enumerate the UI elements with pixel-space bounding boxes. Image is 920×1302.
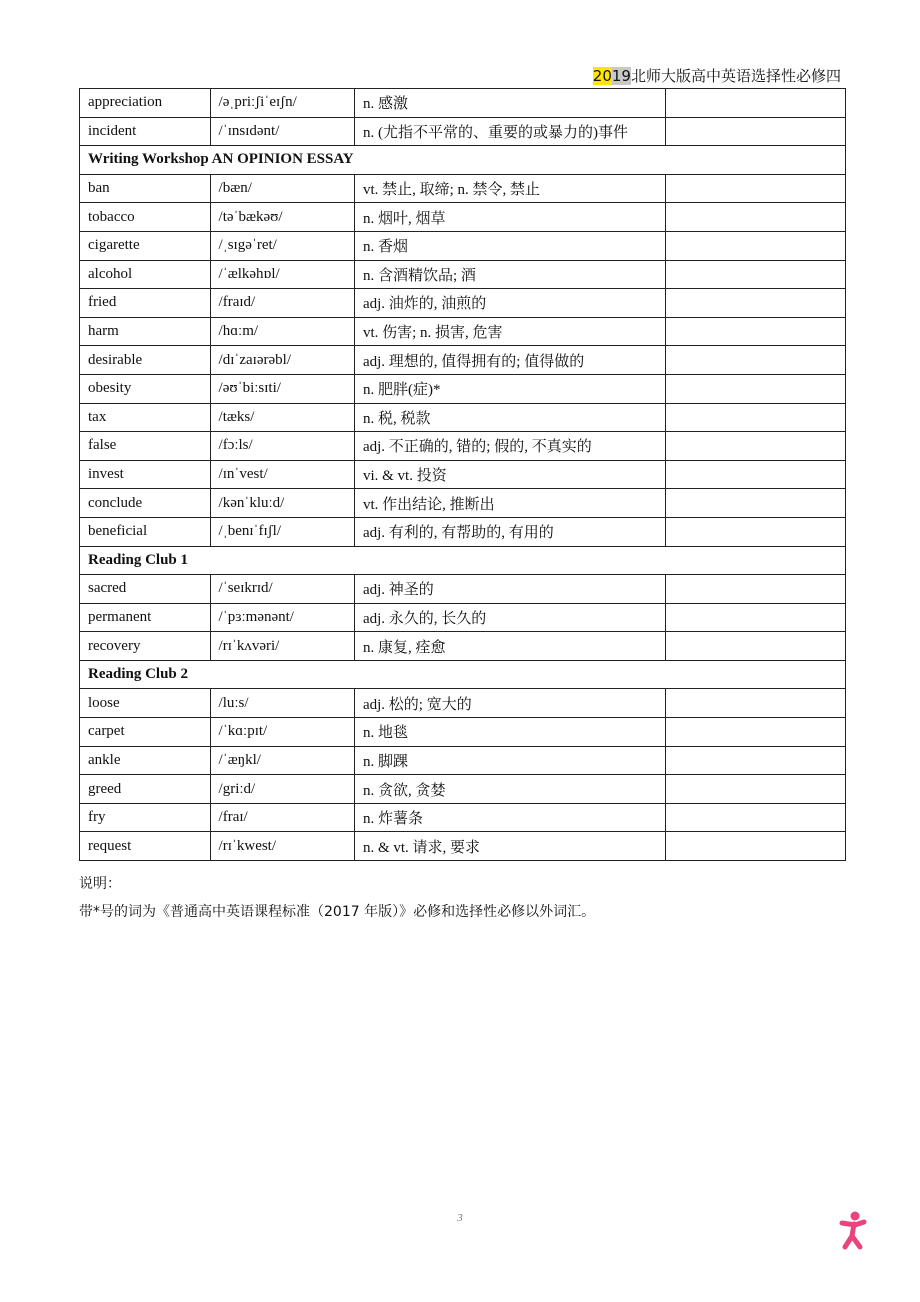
- meaning-cell: vi. & vt. 投资: [354, 460, 665, 489]
- vocab-row: [80, 832, 846, 861]
- meaning-cell: n. & vt. 请求, 要求: [354, 832, 665, 861]
- meaning-cell: n. 炸薯条: [354, 803, 665, 832]
- word-cell: tax: [80, 403, 211, 432]
- word-cell: ban: [80, 174, 211, 203]
- vocab-row: [80, 289, 846, 318]
- meaning-cell: n. 感激: [354, 89, 665, 118]
- phonetic-cell: /hɑːm/: [210, 317, 354, 346]
- meaning-cell: n. (尤指不平常的、重要的或暴力的)事件: [354, 117, 665, 146]
- phonetic-cell: /ˈælkəhɒl/: [210, 260, 354, 289]
- vocab-row: [80, 632, 846, 661]
- phonetic-cell: /luːs/: [210, 689, 354, 718]
- blank-cell: [665, 517, 845, 546]
- blank-cell: [665, 603, 845, 632]
- vocab-row: [80, 374, 846, 403]
- vocab-row: [80, 89, 846, 118]
- header-title: 北师大版高中英语选择性必修四: [630, 67, 841, 85]
- meaning-cell: vt. 禁止, 取缔; n. 禁令, 禁止: [354, 174, 665, 203]
- word-cell: ankle: [80, 746, 211, 775]
- section-title: Writing Workshop AN OPINION ESSAY: [80, 146, 846, 175]
- meaning-cell: vt. 伤害; n. 损害, 危害: [354, 317, 665, 346]
- meaning-cell: n. 含酒精饮品; 酒: [354, 260, 665, 289]
- phonetic-cell: /bæn/: [210, 174, 354, 203]
- phonetic-cell: /fraɪd/: [210, 289, 354, 318]
- word-cell: false: [80, 432, 211, 461]
- notes: [79, 870, 595, 926]
- meaning-cell: n. 香烟: [354, 231, 665, 260]
- header-year-part2: 19: [611, 67, 631, 85]
- word-cell: cigarette: [80, 231, 211, 260]
- meaning-cell: n. 脚踝: [354, 746, 665, 775]
- blank-cell: [665, 575, 845, 604]
- phonetic-cell: /ˈkɑːpɪt/: [210, 718, 354, 747]
- meaning-cell: n. 烟叶, 烟草: [354, 203, 665, 232]
- word-cell: conclude: [80, 489, 211, 518]
- phonetic-cell: /ˌsɪgəˈret/: [210, 231, 354, 260]
- word-cell: appreciation: [80, 89, 211, 118]
- word-cell: beneficial: [80, 517, 211, 546]
- phonetic-cell: /ɪnˈvest/: [210, 460, 354, 489]
- phonetic-cell: /əʊˈbiːsɪti/: [210, 374, 354, 403]
- vocab-row: [80, 689, 846, 718]
- word-cell: permanent: [80, 603, 211, 632]
- meaning-cell: adj. 永久的, 长久的: [354, 603, 665, 632]
- blank-cell: [665, 346, 845, 375]
- word-cell: request: [80, 832, 211, 861]
- vocab-row: [80, 803, 846, 832]
- blank-cell: [665, 203, 845, 232]
- notes-text: 带*号的词为《普通高中英语课程标准（2017 年版）》必修和选择性必修以外词汇。: [79, 904, 596, 920]
- vocab-row: [80, 775, 846, 804]
- blank-cell: [665, 718, 845, 747]
- vocab-row: [80, 460, 846, 489]
- section-header-row: [80, 146, 846, 175]
- vocab-row: [80, 317, 846, 346]
- word-cell: tobacco: [80, 203, 211, 232]
- section-title: Reading Club 2: [80, 660, 846, 689]
- vocab-row: [80, 718, 846, 747]
- blank-cell: [665, 432, 845, 461]
- phonetic-cell: /rɪˈkwest/: [210, 832, 354, 861]
- phonetic-cell: /ˈɪnsɪdənt/: [210, 117, 354, 146]
- word-cell: harm: [80, 317, 211, 346]
- phonetic-cell: /dɪˈzaɪərəbl/: [210, 346, 354, 375]
- section-header-row: [80, 660, 846, 689]
- meaning-cell: adj. 油炸的, 油煎的: [354, 289, 665, 318]
- phonetic-cell: /təˈbækəʊ/: [210, 203, 354, 232]
- word-cell: carpet: [80, 718, 211, 747]
- meaning-cell: n. 税, 税款: [354, 403, 665, 432]
- blank-cell: [665, 460, 845, 489]
- phonetic-cell: /əˌpriːʃiˈeɪʃn/: [210, 89, 354, 118]
- blank-cell: [665, 803, 845, 832]
- meaning-cell: n. 地毯: [354, 718, 665, 747]
- blank-cell: [665, 117, 845, 146]
- meaning-cell: adj. 不正确的, 错的; 假的, 不真实的: [354, 432, 665, 461]
- vocab-row: [80, 174, 846, 203]
- vocab-row: [80, 346, 846, 375]
- blank-cell: [665, 317, 845, 346]
- meaning-cell: adj. 神圣的: [354, 575, 665, 604]
- blank-cell: [665, 632, 845, 661]
- word-cell: greed: [80, 775, 211, 804]
- blank-cell: [665, 832, 845, 861]
- notes-heading: 说明：: [79, 876, 121, 892]
- header-year-part1: 20: [592, 67, 612, 85]
- page-number: 3: [457, 1212, 463, 1224]
- meaning-cell: n. 肥胖(症)*: [354, 374, 665, 403]
- word-cell: fry: [80, 803, 211, 832]
- vocab-row: [80, 746, 846, 775]
- meaning-cell: vt. 作出结论, 推断出: [354, 489, 665, 518]
- vocabulary-table-body: [80, 89, 846, 861]
- blank-cell: [665, 775, 845, 804]
- phonetic-cell: /fraɪ/: [210, 803, 354, 832]
- page-header: [593, 66, 841, 86]
- word-cell: alcohol: [80, 260, 211, 289]
- blank-cell: [665, 231, 845, 260]
- section-header-row: [80, 546, 846, 575]
- blank-cell: [665, 746, 845, 775]
- vocab-row: [80, 432, 846, 461]
- phonetic-cell: /kənˈkluːd/: [210, 489, 354, 518]
- phonetic-cell: /griːd/: [210, 775, 354, 804]
- word-cell: recovery: [80, 632, 211, 661]
- vocab-row: [80, 403, 846, 432]
- blank-cell: [665, 403, 845, 432]
- word-cell: incident: [80, 117, 211, 146]
- meaning-cell: adj. 有利的, 有帮助的, 有用的: [354, 517, 665, 546]
- blank-cell: [665, 489, 845, 518]
- section-title: Reading Club 1: [80, 546, 846, 575]
- phonetic-cell: /ˈæŋkl/: [210, 746, 354, 775]
- blank-cell: [665, 374, 845, 403]
- phonetic-cell: /rɪˈkʌvəri/: [210, 632, 354, 661]
- meaning-cell: adj. 理想的, 值得拥有的; 值得做的: [354, 346, 665, 375]
- person-logo-icon: [836, 1210, 870, 1250]
- vocab-row: [80, 260, 846, 289]
- blank-cell: [665, 689, 845, 718]
- meaning-cell: n. 康复, 痊愈: [354, 632, 665, 661]
- blank-cell: [665, 174, 845, 203]
- vocab-row: [80, 575, 846, 604]
- vocab-row: [80, 603, 846, 632]
- phonetic-cell: /ˈpɜːmənənt/: [210, 603, 354, 632]
- phonetic-cell: /tæks/: [210, 403, 354, 432]
- vocab-row: [80, 489, 846, 518]
- blank-cell: [665, 289, 845, 318]
- word-cell: obesity: [80, 374, 211, 403]
- vocab-row: [80, 117, 846, 146]
- phonetic-cell: /ˈseɪkrɪd/: [210, 575, 354, 604]
- blank-cell: [665, 260, 845, 289]
- vocabulary-table: [79, 88, 846, 861]
- vocab-row: [80, 517, 846, 546]
- phonetic-cell: /ˌbenɪˈfɪʃl/: [210, 517, 354, 546]
- meaning-cell: adj. 松的; 宽大的: [354, 689, 665, 718]
- meaning-cell: n. 贪欲, 贪婪: [354, 775, 665, 804]
- word-cell: fried: [80, 289, 211, 318]
- vocab-row: [80, 231, 846, 260]
- word-cell: invest: [80, 460, 211, 489]
- word-cell: sacred: [80, 575, 211, 604]
- phonetic-cell: /fɔːls/: [210, 432, 354, 461]
- word-cell: desirable: [80, 346, 211, 375]
- blank-cell: [665, 89, 845, 118]
- vocab-row: [80, 203, 846, 232]
- word-cell: loose: [80, 689, 211, 718]
